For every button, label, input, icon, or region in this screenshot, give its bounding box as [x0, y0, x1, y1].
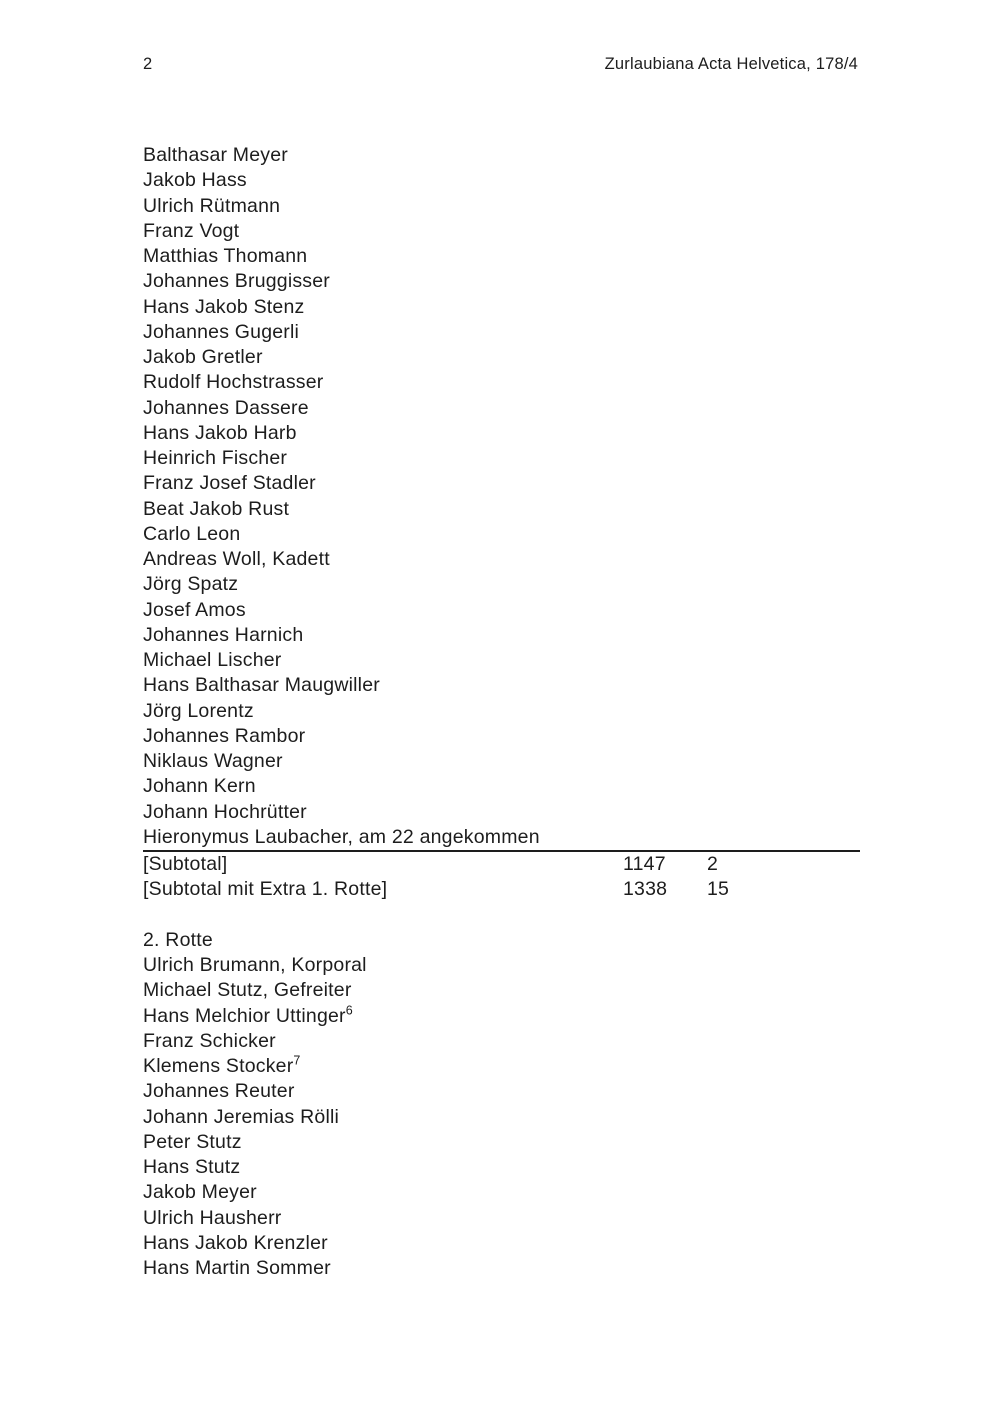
- muster-roll: [143, 143, 860, 1281]
- name-line: [143, 345, 860, 370]
- subtotal-row: [143, 877, 860, 902]
- subtotal-label: [Subtotal mit Extra 1. Rotte]: [143, 878, 388, 901]
- person-name: Jakob Gretler: [143, 346, 263, 368]
- person-name: Jörg Lorentz: [143, 699, 254, 722]
- person-name: Carlo Leon: [143, 522, 241, 545]
- person-name: Franz Schicker: [143, 1029, 276, 1052]
- person-name: Michael Lischer: [143, 649, 282, 671]
- name-line: [143, 168, 860, 193]
- person-name: Johannes Rambor: [143, 724, 306, 747]
- person-name: Ulrich Rütmann: [143, 194, 281, 217]
- person-name: Jakob Hass: [143, 169, 247, 192]
- name-line: [143, 953, 860, 978]
- name-line: [143, 825, 860, 850]
- subtotal-value-1: 1338: [623, 878, 668, 901]
- name-line: [143, 1155, 860, 1180]
- name-line: [143, 194, 860, 219]
- person-name: Johann Kern: [143, 775, 256, 798]
- person-name: Balthasar Meyer: [143, 144, 288, 166]
- person-name: Peter Stutz: [143, 1130, 242, 1153]
- name-line: [143, 774, 860, 799]
- name-line: [143, 800, 860, 825]
- name-line: [143, 572, 860, 597]
- subtotal-block: [143, 850, 860, 903]
- person-name: Niklaus Wagner: [143, 750, 283, 772]
- name-line: [143, 143, 860, 168]
- name-line: [143, 421, 860, 446]
- name-line: [143, 471, 860, 496]
- name-line: [143, 547, 860, 572]
- person-name: Hans Jakob Krenzler: [143, 1231, 328, 1254]
- name-line: [143, 370, 860, 395]
- name-line: [143, 1256, 860, 1281]
- rotte2-name-list: [143, 953, 860, 1281]
- subtotal-value-2: 15: [707, 878, 730, 901]
- person-name: Josef Amos: [143, 598, 246, 621]
- person-name: Johannes Dassere: [143, 396, 309, 419]
- name-line: [143, 1105, 860, 1130]
- name-line: [143, 1130, 860, 1155]
- person-name: Andreas Woll, Kadett: [143, 548, 330, 570]
- person-name: Hans Melchior Uttinger: [143, 1004, 346, 1027]
- page-number: 2: [143, 55, 153, 73]
- name-line: [143, 269, 860, 294]
- person-name: Johannes Bruggisser: [143, 270, 330, 293]
- name-line: [143, 522, 860, 547]
- person-name: Ulrich Brumann, Korporal: [143, 954, 367, 976]
- name-line: [143, 446, 860, 471]
- rotte2-heading: 2. Rotte: [143, 928, 213, 951]
- person-name: Jakob Meyer: [143, 1181, 257, 1204]
- name-line: [143, 1004, 860, 1029]
- footnote-ref: 6: [345, 1003, 353, 1017]
- name-line: [143, 497, 860, 522]
- person-name: Hans Jakob Harb: [143, 421, 297, 444]
- name-line: [143, 724, 860, 749]
- subtotal-label: [Subtotal]: [143, 853, 228, 875]
- name-line: [143, 623, 860, 648]
- name-line: [143, 673, 860, 698]
- subtotal-value-1: 1147: [623, 853, 666, 875]
- blank-line: [143, 903, 860, 928]
- rotte1-name-list: [143, 143, 860, 850]
- person-name: Hans Jakob Stenz: [143, 295, 305, 318]
- person-name: Hieronymus Laubacher, am 22 angekommen: [143, 825, 540, 848]
- person-name: Franz Josef Stadler: [143, 472, 316, 495]
- person-name: Hans Balthasar Maugwiller: [143, 674, 380, 697]
- name-line: [143, 244, 860, 269]
- name-line: [143, 978, 860, 1003]
- person-name: Johann Jeremias Rölli: [143, 1105, 340, 1128]
- person-name: Michael Stutz, Gefreiter: [143, 979, 352, 1002]
- person-name: Johannes Harnich: [143, 623, 304, 646]
- person-name: Hans Stutz: [143, 1156, 241, 1178]
- person-name: Rudolf Hochstrasser: [143, 371, 324, 394]
- person-name: Johannes Gugerli: [143, 320, 300, 343]
- person-name: Franz Vogt: [143, 219, 240, 242]
- footnote-ref: 7: [293, 1053, 301, 1068]
- name-line: [143, 1079, 860, 1104]
- name-line: [143, 1231, 860, 1256]
- person-name: Klemens Stocker: [143, 1055, 294, 1077]
- name-line: [143, 1206, 860, 1231]
- subtotal-value-2: 2: [707, 853, 719, 875]
- name-line: [143, 598, 860, 623]
- person-name: Johannes Reuter: [143, 1080, 295, 1103]
- name-line: [143, 320, 860, 345]
- name-line: [143, 749, 860, 774]
- person-name: Heinrich Fischer: [143, 447, 288, 469]
- name-line: [143, 219, 860, 244]
- name-line: [143, 699, 860, 724]
- page-header: [143, 56, 858, 73]
- person-name: Johann Hochrütter: [143, 800, 307, 823]
- name-line: [143, 295, 860, 320]
- person-name: Matthias Thomann: [143, 245, 308, 267]
- person-name: Beat Jakob Rust: [143, 497, 290, 520]
- name-line: [143, 1029, 860, 1054]
- person-name: Ulrich Hausherr: [143, 1206, 282, 1229]
- name-line: [143, 648, 860, 673]
- name-line: [143, 1180, 860, 1205]
- running-title: Zurlaubiana Acta Helvetica, 178/4: [604, 55, 858, 73]
- subtotal-row: [143, 852, 860, 877]
- person-name: Jörg Spatz: [143, 573, 239, 596]
- name-line: [143, 396, 860, 421]
- person-name: Hans Martin Sommer: [143, 1257, 331, 1279]
- name-line: [143, 1054, 860, 1079]
